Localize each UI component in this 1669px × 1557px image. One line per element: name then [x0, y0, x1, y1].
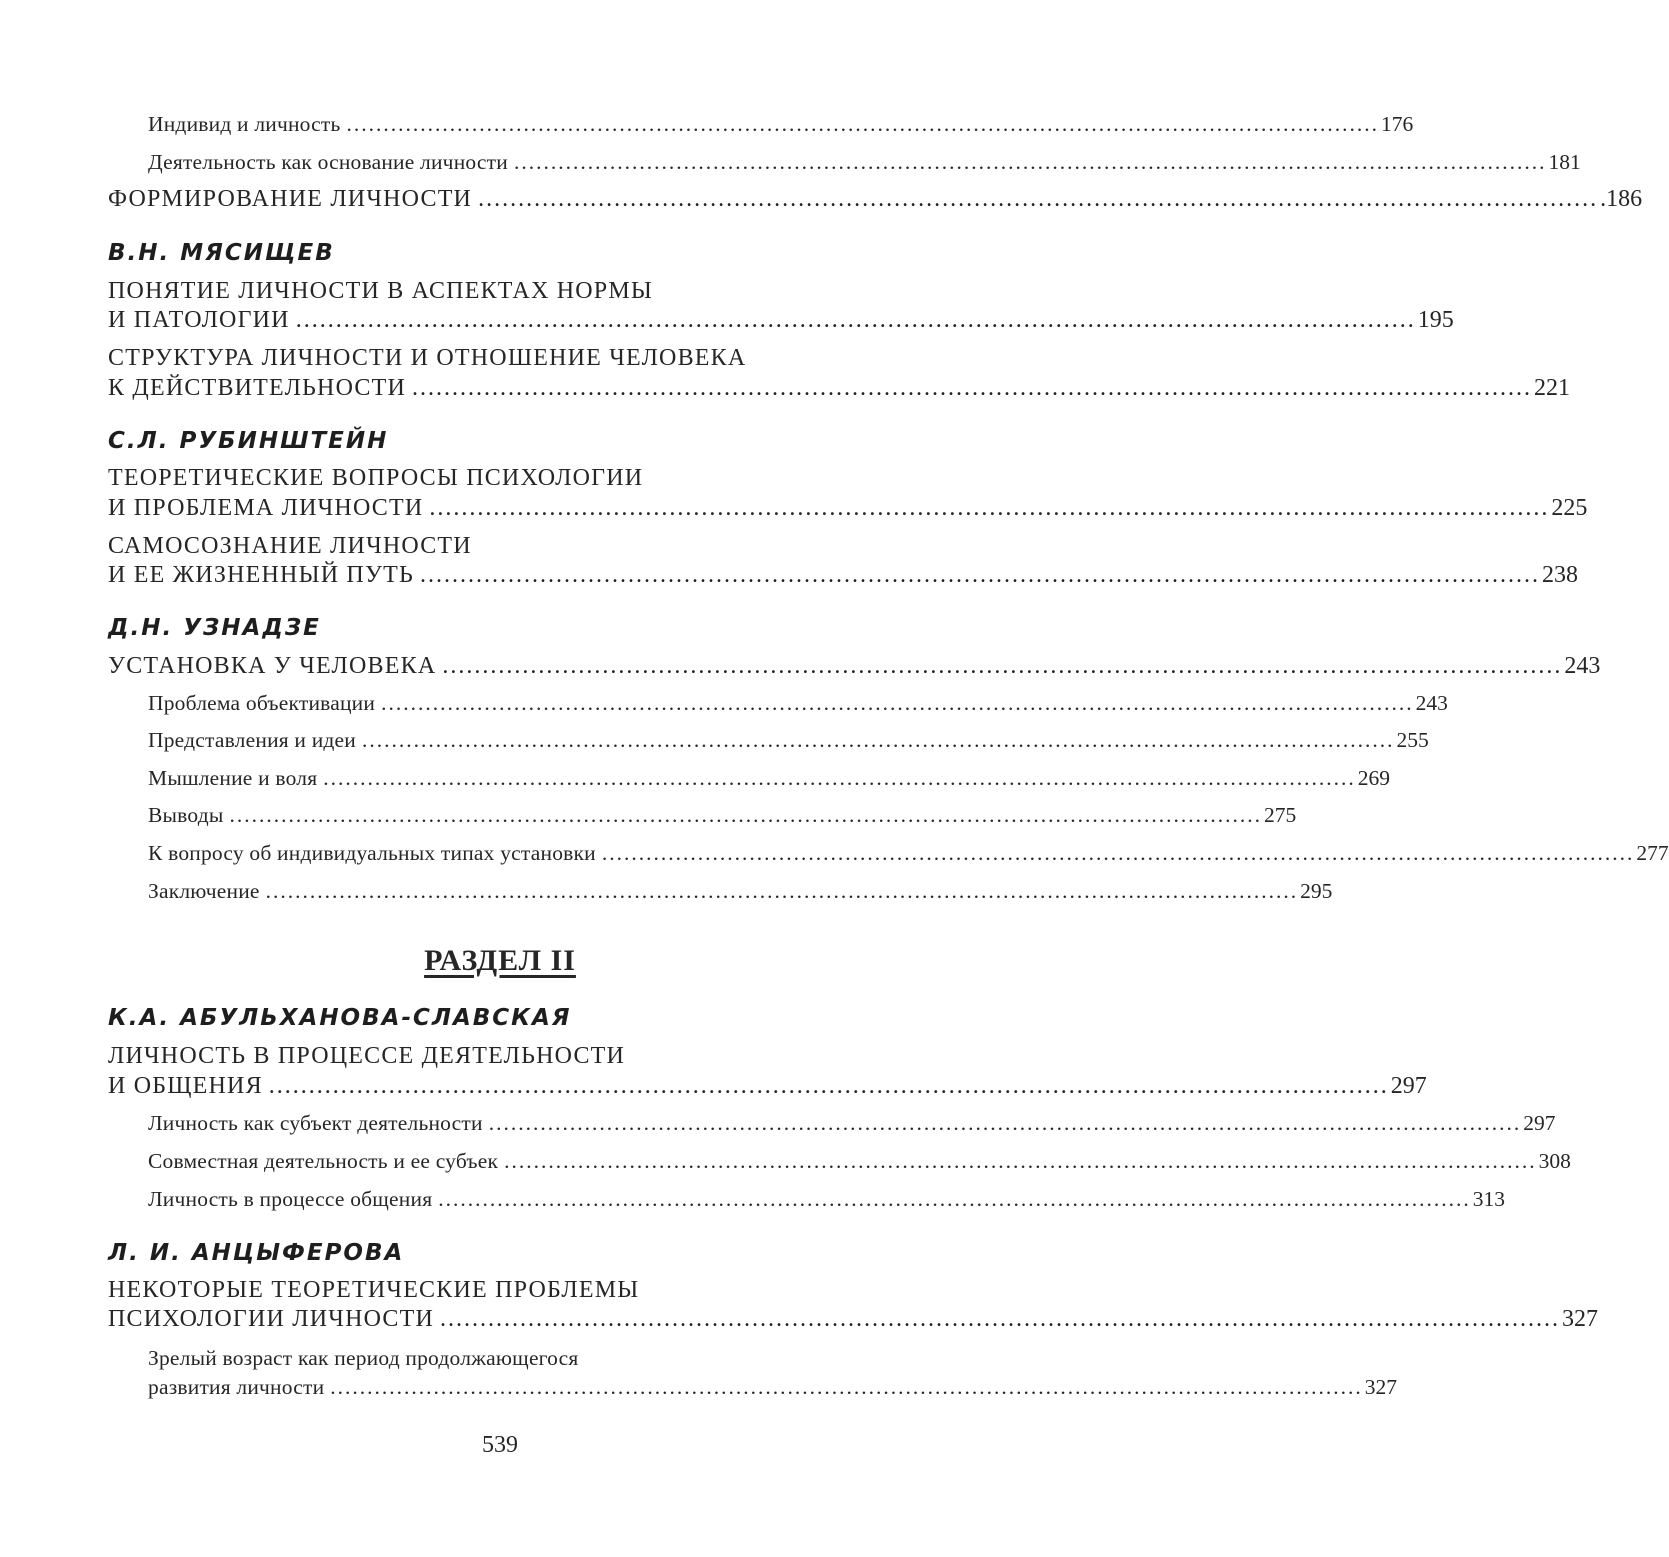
leader-dots: ............................................................................................................................................ [438, 1187, 1471, 1211]
leader-dots: ............................................................................................................................................ [601, 841, 1635, 865]
toc-entry [108, 1306, 1599, 1333]
toc-entry-title-line: Зрелый возраст как период продолжающегося [148, 1346, 579, 1370]
toc-entry-page: 181 [1548, 150, 1581, 174]
toc-entry [148, 691, 1448, 716]
toc-entry-page: 238 [1542, 562, 1578, 588]
toc-entry [148, 841, 1669, 866]
toc-entry [148, 150, 1581, 175]
toc-entry-page: 297 [1523, 1111, 1556, 1135]
toc-entry [148, 1375, 1398, 1400]
toc-entry-title: Личность в процессе общения [148, 1187, 433, 1211]
leader-dots: ............................................................................................................................................ [442, 653, 1563, 679]
toc-entry-title: Заключение [148, 879, 260, 903]
leader-dots: ............................................................................................................................................ [440, 1306, 1561, 1332]
toc-entry [148, 1111, 1556, 1136]
page-number: 539 [482, 1432, 518, 1458]
toc-entry-page: 225 [1551, 495, 1588, 521]
toc-entry-title: Совместная деятельность и ее субъек [148, 1149, 499, 1173]
toc-entry-title-line: СТРУКТУРА ЛИЧНОСТИ И ОТНОШЕНИЕ ЧЕЛОВЕКА [108, 345, 747, 371]
toc-entry-page: 243 [1415, 691, 1448, 715]
toc-entry-title-line: САМОСОЗНАНИЕ ЛИЧНОСТИ [108, 533, 472, 559]
leader-dots: ............................................................................................................................................ [488, 1111, 1522, 1135]
author-heading: С.Л. РУБИНШТЕЙН [108, 428, 389, 454]
toc-entry-page: 308 [1538, 1149, 1571, 1173]
leader-dots: ............................................................................................................................................ [362, 728, 1395, 752]
leader-dots: ............................................................................................................................................ [265, 879, 1299, 903]
toc-entry-title-line: ТЕОРЕТИЧЕСКИЕ ВОПРОСЫ ПСИХОЛОГИИ [108, 465, 644, 491]
leader-dots: ............................................................................................................................................ [295, 307, 1416, 333]
toc-entry [108, 653, 1601, 680]
toc-entry-page: 243 [1564, 653, 1601, 679]
author-heading: Л. И. АНЦЫФЕРОВА [108, 1240, 405, 1266]
author-heading: К.А. АБУЛЬХАНОВА-СЛАВСКАЯ [108, 1005, 572, 1031]
toc-entry-title: Индивид и личность [148, 112, 341, 136]
leader-dots: ............................................................................................................................................ [420, 562, 1540, 588]
leader-dots: ............................................................................................................................................ [412, 375, 1532, 401]
section-heading-text: РАЗДЕЛ II [424, 944, 576, 977]
toc-entry-title: И ПАТОЛОГИИ [108, 307, 290, 333]
toc-entry [148, 803, 1297, 828]
toc-entry-title: К ДЕЙСТВИТЕЛЬНОСТИ [108, 375, 406, 401]
toc-entry [148, 728, 1429, 753]
toc-entry [148, 112, 1414, 137]
toc-entry-page: 327 [1562, 1306, 1599, 1332]
toc-entry [108, 375, 1570, 402]
toc-entry-title-line: НЕКОТОРЫЕ ТЕОРЕТИЧЕСКИЕ ПРОБЛЕМЫ [108, 1277, 640, 1303]
toc-entry-page: 255 [1396, 728, 1429, 752]
toc-entry-page: 176 [1381, 112, 1414, 136]
author-heading: Д.Н. УЗНАДЗЕ [108, 615, 321, 641]
leader-dots: ............................................................................................................................................ [478, 186, 1599, 212]
toc-entry [108, 307, 1454, 334]
toc-entry-title: Личность как субъект деятельности [148, 1111, 483, 1135]
toc-entry-page: 313 [1472, 1187, 1506, 1211]
toc-entry-page: 295 [1300, 879, 1333, 903]
toc-entry-page: 195 [1417, 307, 1454, 333]
leader-dots: ............................................................................................................................................ [268, 1073, 1389, 1099]
toc-entry-page: 275 [1264, 803, 1297, 827]
toc-entry-title: Деятельность как основание личности [148, 150, 508, 174]
toc-entry-title: УСТАНОВКА У ЧЕЛОВЕКА [108, 653, 437, 679]
toc-entry-page: 327 [1364, 1375, 1398, 1399]
toc-entry [148, 766, 1391, 791]
leader-dots: ............................................................................................................................................ [229, 803, 1263, 827]
toc-entry [108, 1073, 1427, 1100]
toc-entry-title-line: ЛИЧНОСТЬ В ПРОЦЕССЕ ДЕЯТЕЛЬНОСТИ [108, 1043, 626, 1069]
toc-entry-page: 221 [1534, 375, 1570, 401]
toc-entry-title: Проблема объективации [148, 691, 376, 715]
section-heading [0, 944, 1000, 978]
toc-entry-title: И ЕЕ ЖИЗНЕННЫЙ ПУТЬ [108, 562, 414, 588]
toc-entry [148, 879, 1333, 904]
toc-entry-title: Выводы [148, 803, 224, 827]
leader-dots: ............................................................................................................................................ [513, 150, 1547, 174]
leader-dots: ............................................................................................................................................ [330, 1375, 1363, 1399]
leader-dots: ............................................................................................................................................ [381, 691, 1414, 715]
author-heading: В.Н. МЯСИЩЕВ [108, 240, 335, 266]
toc-entry-title: К вопросу об индивидуальных типах установки [148, 841, 596, 865]
toc-entry [108, 562, 1578, 589]
toc-entry [108, 495, 1588, 522]
toc-entry-title: ПСИХОЛОГИИ ЛИЧНОСТИ [108, 1306, 435, 1332]
leader-dots: ............................................................................................................................................ [504, 1149, 1537, 1173]
toc-entry-title: Представления и идеи [148, 728, 357, 752]
toc-entry-page: 269 [1357, 766, 1391, 790]
toc-entry [148, 1149, 1571, 1174]
toc-entry-title: развития личности [148, 1375, 325, 1399]
toc-entry-page: .186 [1600, 186, 1643, 212]
toc-entry-title: И ОБЩЕНИЯ [108, 1073, 263, 1099]
toc-entry [108, 186, 1643, 213]
leader-dots: ............................................................................................................................................ [346, 112, 1380, 136]
toc-entry [148, 1187, 1506, 1212]
toc-entry-title-line: ПОНЯТИЕ ЛИЧНОСТИ В АСПЕКТАХ НОРМЫ [108, 278, 653, 304]
toc-entry-title: И ПРОБЛЕМА ЛИЧНОСТИ [108, 495, 424, 521]
toc-entry-title: Мышление и воля [148, 766, 318, 790]
toc-entry-page: 297 [1390, 1073, 1427, 1099]
leader-dots: ............................................................................................................................................ [429, 495, 1550, 521]
leader-dots: ............................................................................................................................................ [323, 766, 1356, 790]
toc-entry-page: 277 [1636, 841, 1669, 865]
toc-entry-title: ФОРМИРОВАНИЕ ЛИЧНОСТИ [108, 186, 473, 212]
